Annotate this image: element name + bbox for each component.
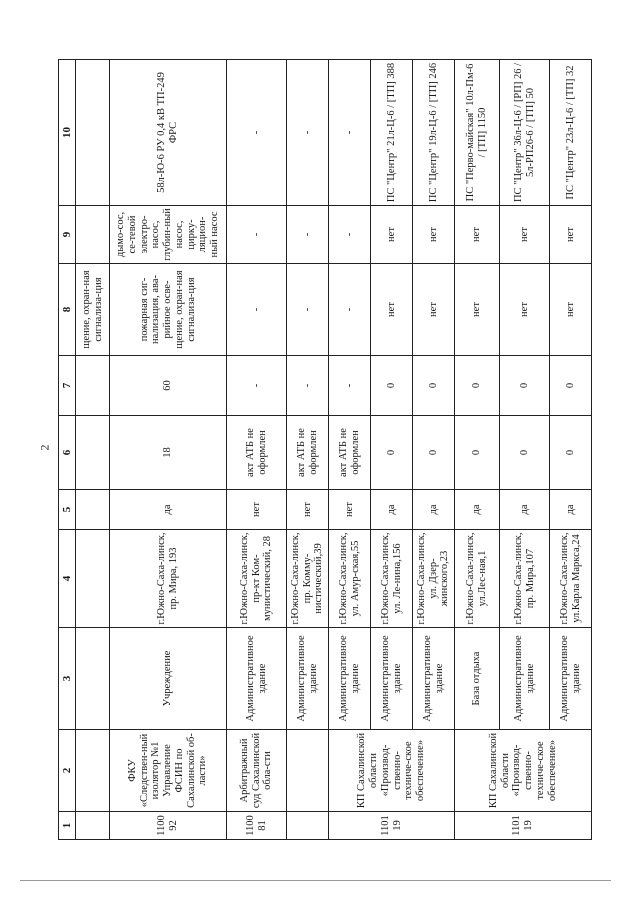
- cell-address: г.Южно-Саха-линск, пр-кт Ком-мунистический, 28: [227, 530, 287, 628]
- cell-document-status: 0: [371, 416, 413, 490]
- table-row: [227, 60, 287, 840]
- cell-yes-no: да: [371, 490, 413, 530]
- cell-document-status: 0: [413, 416, 455, 490]
- table-row: [455, 60, 500, 840]
- cell-code: [287, 812, 329, 840]
- cell-building-type: Учреждение: [110, 628, 227, 730]
- column-number: 1: [59, 812, 76, 840]
- cell-power-source: ПС "Центр" 23л-Ц-6 / [ТП] 32: [550, 60, 592, 206]
- cell-yes-no: нет: [227, 490, 287, 530]
- cell-building-type: Административное здание: [227, 628, 287, 730]
- cell-building-type: Административное здание: [500, 628, 550, 730]
- cell-pumps: нет: [500, 206, 550, 264]
- table-row: [110, 60, 227, 840]
- cell-power-source: -: [329, 60, 371, 206]
- cell-document-status: акт АТБ не оформлен: [287, 416, 329, 490]
- cell-building-type: Административное здание: [550, 628, 592, 730]
- cell-alarm: -: [329, 264, 371, 356]
- table-row: [287, 60, 329, 840]
- cell-document-status: 0: [500, 416, 550, 490]
- cell-power-source: ПС "Центр" 19л-Ц-6 / [ТП] 246: [413, 60, 455, 206]
- table-row: [550, 60, 592, 840]
- cell-organization: КП Сахалинской области «Производ-ственно-техниче-ское обеспечение»: [455, 730, 592, 812]
- column-number: 6: [59, 416, 76, 490]
- cell-address: г.Южно-Саха-линск, пр. Мира, 193: [110, 530, 227, 628]
- cell-power-source: ПС "Перво-майская" 10л-Пм-6 / [ТП] 1150: [455, 60, 500, 206]
- column-number: 10: [59, 60, 76, 206]
- cell-address: г.Южно-Саха-линск, ул. Ле-нина,156: [371, 530, 413, 628]
- cell-alarm: нет: [371, 264, 413, 356]
- cell-code: 110081: [227, 812, 287, 840]
- cell-alarm: -: [287, 264, 329, 356]
- column-number: 2: [59, 730, 76, 812]
- table-row: [500, 60, 550, 840]
- cell-document-status: акт АТБ не оформлен: [227, 416, 287, 490]
- column-number: 8: [59, 264, 76, 356]
- page-bottom-rule: [20, 880, 611, 881]
- cell-alarm: нет: [500, 264, 550, 356]
- column-number: 4: [59, 530, 76, 628]
- cell-number: 0: [413, 356, 455, 416]
- cell-code: 110119: [329, 812, 455, 840]
- cell-organization: ФКУ «Следствен-ный изолятор №1 Управление ФСИН по Сахалинской об-ласти»: [110, 730, 227, 812]
- table-row: [329, 60, 371, 840]
- cell-organization: Арбитражный суд Сахалинской обла-сти: [227, 730, 287, 812]
- cell-code: 110119: [455, 812, 592, 840]
- cell-yes-no: да: [550, 490, 592, 530]
- cell-pumps: нет: [371, 206, 413, 264]
- cell-yes-no: да: [110, 490, 227, 530]
- cell-number: 0: [500, 356, 550, 416]
- cell-document-status: акт АТБ не оформлен: [329, 416, 371, 490]
- cell-pumps: нет: [413, 206, 455, 264]
- cell-pumps: -: [287, 206, 329, 264]
- cell-address: г.Южно-Саха-линск, ул.Карла Маркса,24: [550, 530, 592, 628]
- cell-pumps: -: [329, 206, 371, 264]
- table-row: [76, 60, 110, 840]
- cell-building-type: База отдыха: [455, 628, 500, 730]
- cell-alarm: нет: [413, 264, 455, 356]
- cell-building-type: Административное здание: [287, 628, 329, 730]
- column-number: 9: [59, 206, 76, 264]
- table-row: [413, 60, 455, 840]
- cell-number: -: [227, 356, 287, 416]
- column-number: 5: [59, 490, 76, 530]
- cell-building-type: Административное здание: [329, 628, 371, 730]
- cell-address: г.Южно-Саха-линск, пр. Комму-нистический,39: [287, 530, 329, 628]
- header-row: [59, 60, 76, 840]
- cell-power-source: 58л-Ю-6 РУ 0,4 кВ ТП-249 ФРС: [110, 60, 227, 206]
- cell-building-type: Административное здание: [371, 628, 413, 730]
- table-row: [371, 60, 413, 840]
- cell-address: г.Южно-Саха-линск, пр. Мира,107: [500, 530, 550, 628]
- cell-alarm: щение, охран-ная сигнализа-ция: [76, 264, 110, 356]
- cell-power-source: -: [287, 60, 329, 206]
- cell-alarm: нет: [550, 264, 592, 356]
- cell-pumps: дымо-сос, се-тевой электро-насос, глубин-ный насос, цирку-ляцион-ный насос: [110, 206, 227, 264]
- cell-address: г.Южно-Саха-линск, ул. Амур-ская,55: [329, 530, 371, 628]
- cell-organization: [287, 730, 329, 812]
- cell-code: 110092: [110, 812, 227, 840]
- data-table: [58, 59, 592, 840]
- cell-yes-no: да: [455, 490, 500, 530]
- cell-yes-no: нет: [329, 490, 371, 530]
- cell-number: -: [287, 356, 329, 416]
- cell-address: г.Южно-Саха-линск, ул. Дзер-жинского,23: [413, 530, 455, 628]
- cell-pumps: нет: [455, 206, 500, 264]
- cell-power-source: ПС "Центр" 36л-Ц-6 / [РП] 26 / 5л-РП26-6 / [ТП] 50: [500, 60, 550, 206]
- cell-power-source: -: [227, 60, 287, 206]
- cell-number: 0: [371, 356, 413, 416]
- cell-address: г.Южно-Саха-линск, ул.Лес-ная,1: [455, 530, 500, 628]
- cell-alarm: -: [227, 264, 287, 356]
- cell-pumps: -: [227, 206, 287, 264]
- column-number: 7: [59, 356, 76, 416]
- cell-number: 0: [455, 356, 500, 416]
- cell-yes-no: да: [500, 490, 550, 530]
- column-number: 3: [59, 628, 76, 730]
- cell-number: -: [329, 356, 371, 416]
- page-number: 2: [37, 444, 52, 451]
- cell-number: 60: [110, 356, 227, 416]
- cell-document-status: 18: [110, 416, 227, 490]
- cell-building-type: Административное здание: [413, 628, 455, 730]
- cell-alarm: пожарная сиг-нализация, ава-рийное осве-щение, охран-ная сигнализа-ция: [110, 264, 227, 356]
- cell-pumps: нет: [550, 206, 592, 264]
- cell-organization: КП Сахалинской области «Производ-ственно-техниче-ское обеспечение»: [329, 730, 455, 812]
- cell-document-status: 0: [455, 416, 500, 490]
- cell-power-source: ПС "Центр" 21л-Ц-6 / [ТП] 388: [371, 60, 413, 206]
- cell-yes-no: нет: [287, 490, 329, 530]
- cell-alarm: нет: [455, 264, 500, 356]
- cell-document-status: 0: [550, 416, 592, 490]
- cell-number: 0: [550, 356, 592, 416]
- cell-yes-no: да: [413, 490, 455, 530]
- rotated-table-container: [58, 60, 582, 840]
